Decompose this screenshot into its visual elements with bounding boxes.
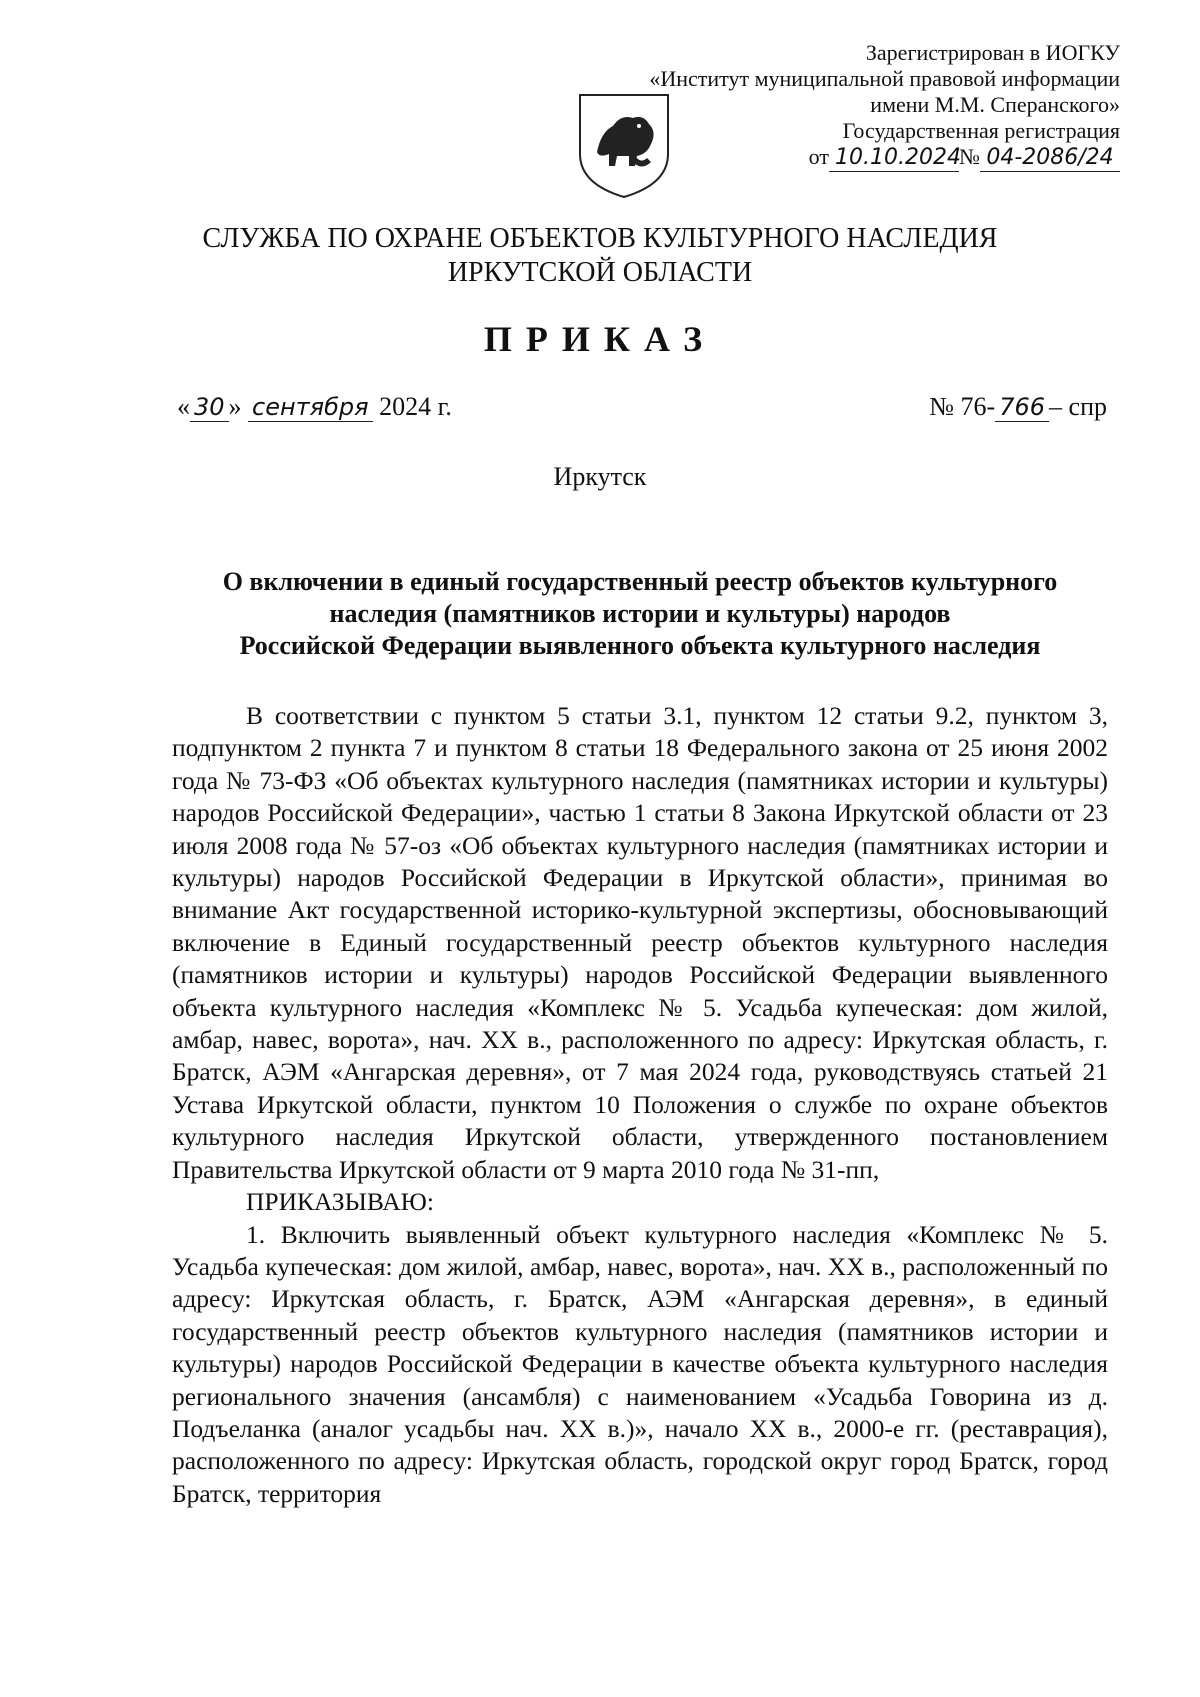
subject-line-3: Российской Федерации выявленного объекта культурного наследия	[239, 631, 1041, 660]
registration-number: 04-2086/24	[980, 145, 1120, 172]
order-number-prefix: № 76-	[929, 392, 996, 421]
order-month: сентября	[248, 393, 373, 422]
registration-from-label: от	[808, 144, 829, 169]
order-word: ПРИКАЗЫВАЮ:	[246, 1187, 434, 1217]
registration-date: 10.10.2024	[829, 145, 959, 172]
registration-line-4: Государственная регистрация	[842, 118, 1120, 143]
registration-line-2: «Институт муниципальной правовой информации	[649, 66, 1120, 91]
registration-number-label: №	[959, 144, 980, 169]
order-subject	[170, 566, 1110, 662]
subject-line-1: О включении в единый государственный реестр объектов культурного	[222, 567, 1058, 596]
order-number-hand: 766	[995, 393, 1049, 422]
order-number	[929, 392, 1107, 422]
coat-of-arms-icon	[577, 92, 671, 200]
registration-number-row	[600, 144, 1120, 172]
order-body	[172, 700, 1108, 1510]
agency-line-1: СЛУЖБА ПО ОХРАНЕ ОБЪЕКТОВ КУЛЬТУРНОГО НАСЛЕДИЯ	[202, 223, 998, 254]
order-date-number-row	[177, 392, 1107, 422]
order-number-suffix: – спр	[1049, 392, 1107, 421]
document-type: ПРИКАЗ	[483, 319, 717, 359]
registration-line-1: Зарегистрирован в ИОГКУ	[865, 40, 1120, 65]
city: Иркутск	[553, 462, 647, 491]
subject-line-2: наследия (памятников истории и культуры) народов	[329, 599, 951, 628]
order-item-1: 1. Включить выявленный объект культурного наследия «Комплекс № 5. Усадьба купеческая: дом жилой, амбар, навес, ворота», нач. XX в., расположенный по адресу: Иркутская область, г. Братск, АЭМ «Ангарская деревня», в единый государственный реестр объектов культурного наследия (памятников истории и культуры) народов Российской Федерации в качестве объекта культурного наследия регионального значения (ансамбля) с наименованием «Усадьба Говорина из д. Подъеланка (аналог усадьбы нач. XX в.)», начало XX в., 2000-е гг. (реставрация), расположенного по адресу: Иркутская область, городской округ город Братск, город Братск, территория	[172, 1219, 1108, 1508]
order-year: 2024 г.	[379, 392, 452, 421]
order-day: 30	[190, 393, 229, 422]
registration-line-3: имени М.М. Сперанского»	[870, 92, 1120, 117]
agency-line-2: ИРКУТСКОЙ ОБЛАСТИ	[447, 257, 753, 288]
preamble-paragraph: В соответствии с пунктом 5 статьи 3.1, пунктом 12 статьи 9.2, пунктом 3, подпунктом 2 пункта 7 и пунктом 8 статьи 18 Федерального закона от 25 июня 2002 года № 73-ФЗ «Об объектах культурного наследия (памятниках истории и культуры) народов Российской Федерации», частью 1 статьи 8 Закона Иркутской области от 23 июля 2008 года № 57-оз «Об объектах культурного наследия (памятниках истории и культуры) народов Российской Федерации в Иркутской области», принимая во внимание Акт государственной историко-культурной экспертизы, обосновывающий включение в Единый государственный реестр объектов культурного наследия (памятников истории и культуры) народов Российской Федерации выявленного объекта культурного наследия «Комплекс № 5. Усадьба купеческая: дом жилой, амбар, навес, ворота», нач. XX в., расположенного по адресу: Иркутская область, г. Братск, АЭМ «Ангарская деревня», от 7 мая 2024 года, руководствуясь статьей 21 Устава Иркутской области, пунктом 10 Положения о службе по охране объектов культурного наследия Иркутской области, утвержденного постановлением Правительства Иркутской области от 9 марта 2010 года № 31-пп,	[172, 701, 1108, 1184]
registration-stamp	[600, 40, 1120, 172]
order-date: « 30 » сентября 2024 г.	[177, 392, 452, 421]
agency-name	[0, 222, 1200, 290]
